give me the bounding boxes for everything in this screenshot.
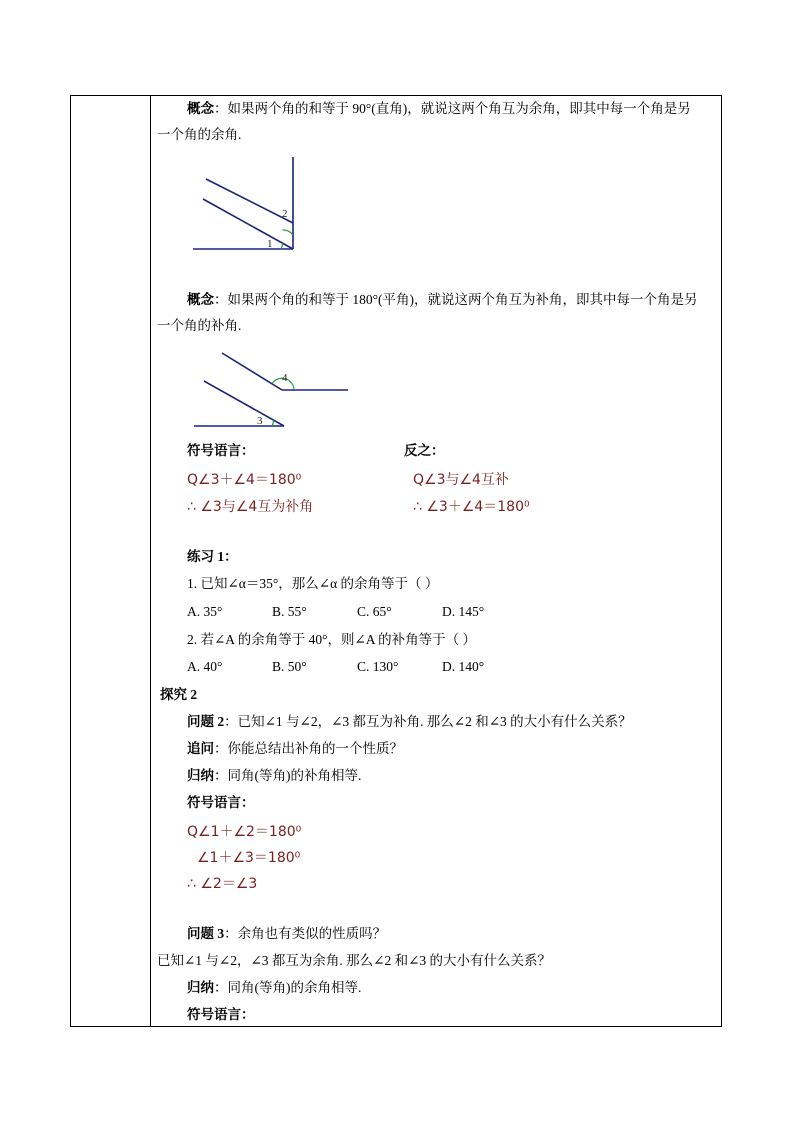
q1-option-b: B. 55° xyxy=(272,604,307,619)
concept2-line1 xyxy=(187,291,698,309)
symbol-title-explore: 符号语言： xyxy=(187,795,255,810)
q2-option-a: A. 40° xyxy=(187,659,223,674)
problem3-line2: 已知∠1 与∠2，∠3 都互为余角. 那么∠2 和∠3 的大小有什么关系？ xyxy=(157,953,552,968)
fig1-angle2-arc xyxy=(283,230,294,235)
supplementary-angle-figure xyxy=(186,346,356,436)
explore2-title: 探究 2 xyxy=(160,687,198,702)
complementary-angle-figure xyxy=(181,151,311,256)
practice-title: 练习 1： xyxy=(187,549,238,564)
symbol-title-left: 符号语言： xyxy=(187,443,255,458)
q1-option-c: C. 65° xyxy=(357,604,392,619)
explore-symbol-1: Q∠1＋∠2＝180⁰ xyxy=(187,824,302,840)
explore-symbol-2: ∠1＋∠3＝180⁰ xyxy=(197,850,301,866)
concept2-line2: 一个角的补角. xyxy=(157,318,242,333)
concept2-text1: ：如果两个角的和等于 180°(平角)，就说这两个角互为补角，即其中每一个角是另 xyxy=(214,292,698,307)
concept2-label: 概念 xyxy=(187,292,214,307)
practice-question-1: 1. 已知∠α＝35°，那么∠α 的余角等于（ ） xyxy=(187,576,439,591)
symbol-title-explore-2: 符号语言： xyxy=(187,1007,255,1022)
problem3-label: 问题 3 xyxy=(187,926,225,941)
symbol-left-line2: ∴ ∠3与∠4互为补角 xyxy=(187,499,314,515)
explore-symbol-3: ∴ ∠2＝∠3 xyxy=(187,876,258,892)
problem2-line xyxy=(187,713,632,731)
symbol-right-line1: Q∠3与∠4互补 xyxy=(413,472,509,488)
concept1-text1: ：如果两个角的和等于 90°(直角)，就说这两个角互为余角，即其中每一个角是另 xyxy=(214,101,691,116)
fig2-label-3: 3 xyxy=(257,415,263,427)
summary2-label: 归纳 xyxy=(187,980,214,995)
fig1-label-1: 1 xyxy=(267,238,273,250)
fig2-ray-upper xyxy=(222,353,282,390)
summary2-text: ：同角(等角)的余角相等. xyxy=(214,980,362,995)
lesson-table xyxy=(70,95,722,1027)
followup-label: 追问 xyxy=(187,741,214,756)
fig1-ray-lower xyxy=(203,199,293,249)
symbol-right-line2: ∴ ∠3＋∠4＝180⁰ xyxy=(413,499,530,515)
summary-line xyxy=(187,767,361,785)
symbol-title-right: 反之： xyxy=(404,443,445,458)
fig1-angle1-arc xyxy=(281,243,283,249)
followup-text: ：你能总结出补角的一个性质？ xyxy=(214,741,403,756)
fig2-ray-lower xyxy=(204,381,284,426)
concept1-label: 概念 xyxy=(187,101,214,116)
concept1-line1 xyxy=(187,100,691,118)
q1-option-d: D. 145° xyxy=(442,604,485,619)
problem3-line xyxy=(187,925,386,943)
fig2-angle3-arc xyxy=(272,420,274,426)
fig1-ray-upper xyxy=(206,179,293,223)
summary-label: 归纳 xyxy=(187,768,214,783)
fig1-label-2: 2 xyxy=(282,208,288,220)
content-cell xyxy=(151,96,721,1026)
q2-option-c: C. 130° xyxy=(357,659,399,674)
q2-option-d: D. 140° xyxy=(442,659,485,674)
practice-question-2: 2. 若∠A 的余角等于 40°，则∠A 的补角等于（ ） xyxy=(187,632,477,647)
problem2-label: 问题 2 xyxy=(187,714,225,729)
q2-option-b: B. 50° xyxy=(272,659,307,674)
symbol-left-line1: Q∠3＋∠4＝180⁰ xyxy=(187,472,302,488)
summary2-line xyxy=(187,979,361,997)
concept1-line2: 一个角的余角. xyxy=(157,127,242,142)
fig2-label-4: 4 xyxy=(282,372,288,384)
summary-text: ：同角(等角)的补角相等. xyxy=(214,768,362,783)
q1-option-a: A. 35° xyxy=(187,604,223,619)
problem2-text: ：已知∠1 与∠2，∠3 都互为补角. 那么∠2 和∠3 的大小有什么关系？ xyxy=(224,714,632,729)
problem3-text: ：余角也有类似的性质吗？ xyxy=(224,926,387,941)
followup-line xyxy=(187,740,403,758)
